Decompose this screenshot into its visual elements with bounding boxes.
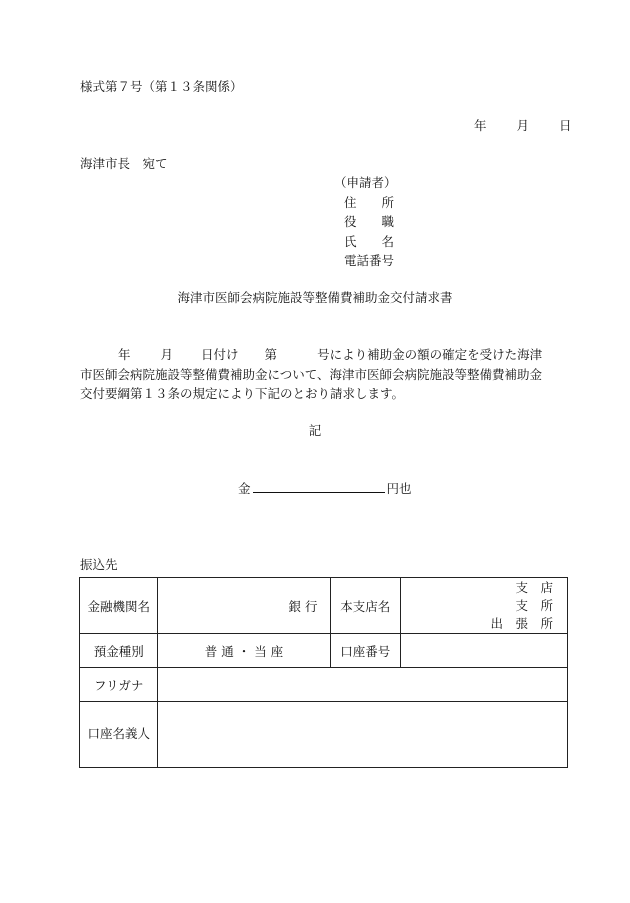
body-text [80,345,560,404]
date-day: 日 [559,118,572,133]
date-line [474,116,572,134]
account-holder-label: 口座名義人 [80,702,158,768]
applicant-label: （申請者） [334,175,397,190]
amount-prefix: 金 [238,481,251,496]
account-number-field[interactable] [400,634,567,668]
account-number-label: 口座番号 [330,634,400,668]
applicant-block [334,173,397,271]
applicant-address-label: 住 所 [344,194,395,210]
date-year: 年 [474,118,487,133]
furigana-label: フリガナ [80,668,158,702]
body-month: 月 [160,347,174,362]
account-holder-field[interactable] [158,702,568,768]
applicant-position-label: 役 職 [344,214,395,229]
table-row [80,634,568,668]
deposit-type-options: 普 通 ・ 当 座 [204,643,284,659]
branch-type-2: 支 所 [515,597,553,613]
addressee: 海津市長 宛て [80,156,168,171]
ki-heading: 記 [308,423,322,438]
table-row [80,578,568,634]
body-line-3: 交付要綱第１３条の規定により下記のとおり請求します。 [80,386,405,401]
deposit-type-field[interactable] [158,634,330,668]
body-dai: 第 [264,347,278,362]
amount-blank[interactable] [253,480,385,493]
form-number: 様式第７号（第１３条関係） [80,79,243,94]
branch-type-1: 支 店 [515,579,553,595]
body-line-1 [80,345,560,365]
branch-type-3: 出 張 所 [490,615,553,631]
applicant-name-label: 氏 名 [344,233,395,249]
body-dated: 日付け [201,347,239,362]
branch-label: 本支店名 [330,578,400,634]
document-title: 海津市医師会病院施設等整備費補助金交付請求書 [177,290,453,305]
bank-table [79,577,568,768]
body-line-2: 市医師会病院施設等整備費補助金について、海津市医師会病院施設等整備費補助金 [80,366,543,382]
bank-suffix: 銀 行 [288,598,318,614]
applicant-phone-label: 電話番号 [344,253,395,268]
institution-label: 金融機関名 [80,578,158,634]
table-row [80,668,568,702]
table-row [80,702,568,768]
body-year: 年 [118,347,131,362]
institution-field[interactable] [158,578,330,634]
body-line1-rest: 号により補助金の額の確定を受けた海津 [317,347,543,362]
amount-line [238,479,412,497]
transfer-label: 振込先 [80,557,118,572]
amount-suffix: 円也 [386,481,412,496]
branch-field[interactable] [400,578,567,634]
date-month: 月 [516,118,530,133]
deposit-type-label: 預金種別 [80,634,158,668]
furigana-field[interactable] [158,668,568,702]
